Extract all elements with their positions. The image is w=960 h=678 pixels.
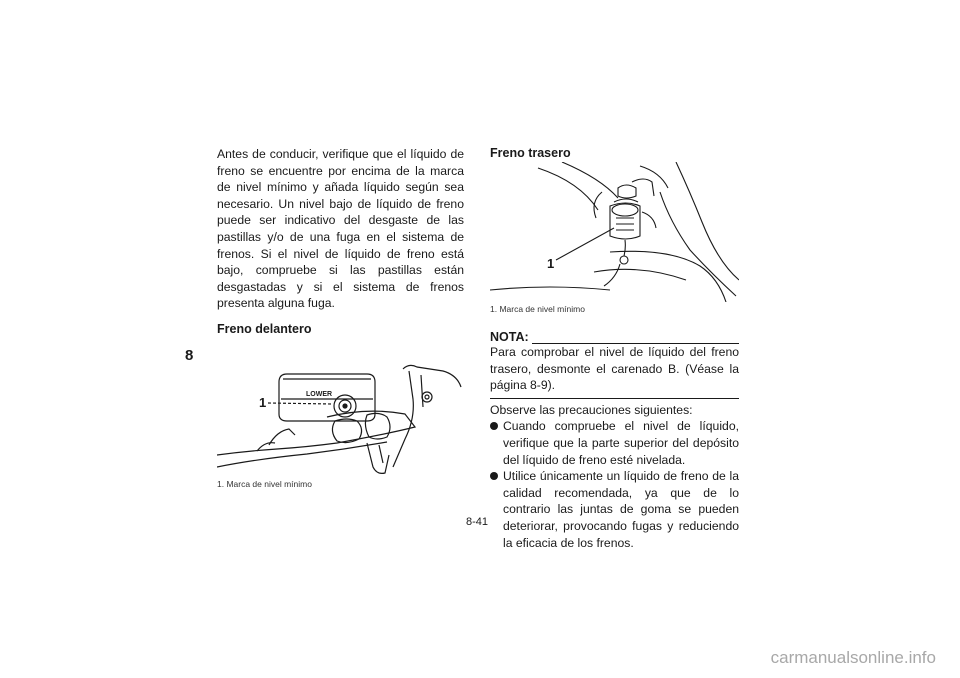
front-figure-caption: 1. Marca de nivel mínimo [217, 478, 312, 489]
page-number: 8-41 [466, 516, 489, 528]
list-item [490, 468, 739, 551]
front-reservoir-illustration [217, 359, 464, 477]
precautions-intro: Observe las precauciones siguientes: [490, 402, 693, 417]
bullet-icon [490, 472, 498, 480]
front-callout-number: 1 [259, 394, 267, 410]
list-item [490, 418, 739, 468]
rear-callout-number: 1 [547, 256, 555, 271]
nota-rule-bottom [490, 398, 739, 399]
left-column [217, 146, 464, 489]
nota-text: Para comprobar el nivel de líquido del freno trasero, desmonte el carenado B. (Véase la página 8-9). [490, 345, 739, 393]
bullet-text: Utilice únicamente un líquido de freno de la calidad recomendada, ya que de lo contrario las juntas de goma se pueden deteriorar, provocando fugas y reduciendo la eficacia de los frenos. [503, 469, 739, 550]
bullet-icon [490, 422, 498, 430]
chapter-tab: 8 [185, 347, 194, 364]
front-brake-heading: Freno delantero [217, 321, 312, 336]
nota-title: NOTA: [490, 330, 529, 344]
rear-reservoir-illustration [490, 162, 739, 302]
nota-header [490, 330, 739, 344]
front-brake-figure [217, 359, 464, 477]
right-column [490, 146, 739, 551]
rear-figure-caption: 1. Marca de nivel mínimo [490, 304, 585, 314]
watermark: carmanualsonline.info [770, 648, 936, 667]
nota-rule-top [532, 333, 739, 344]
intro-paragraph: Antes de conducir, verifique que el líquido de freno se encuentre por encima de la marca de nivel mínimo y añada líquido según sea necesario. Un nivel bajo de líquido de freno puede ser indicativo del desgaste de las pastillas y/o de una fuga en el sistema de frenos. Si el nivel de líquido de freno está bajo, compruebe si las pastillas están desgastadas y si el sistema de frenos presenta alguna fuga. [217, 147, 464, 311]
rear-brake-heading: Freno trasero [490, 146, 571, 160]
lower-mark-label: LOWER [306, 390, 333, 398]
bullet-text: Cuando compruebe el nivel de líquido, verifique que la parte superior del depósito del líquido de freno esté nivelada. [503, 419, 739, 467]
precautions-list [490, 418, 739, 551]
rear-brake-figure [490, 162, 739, 302]
